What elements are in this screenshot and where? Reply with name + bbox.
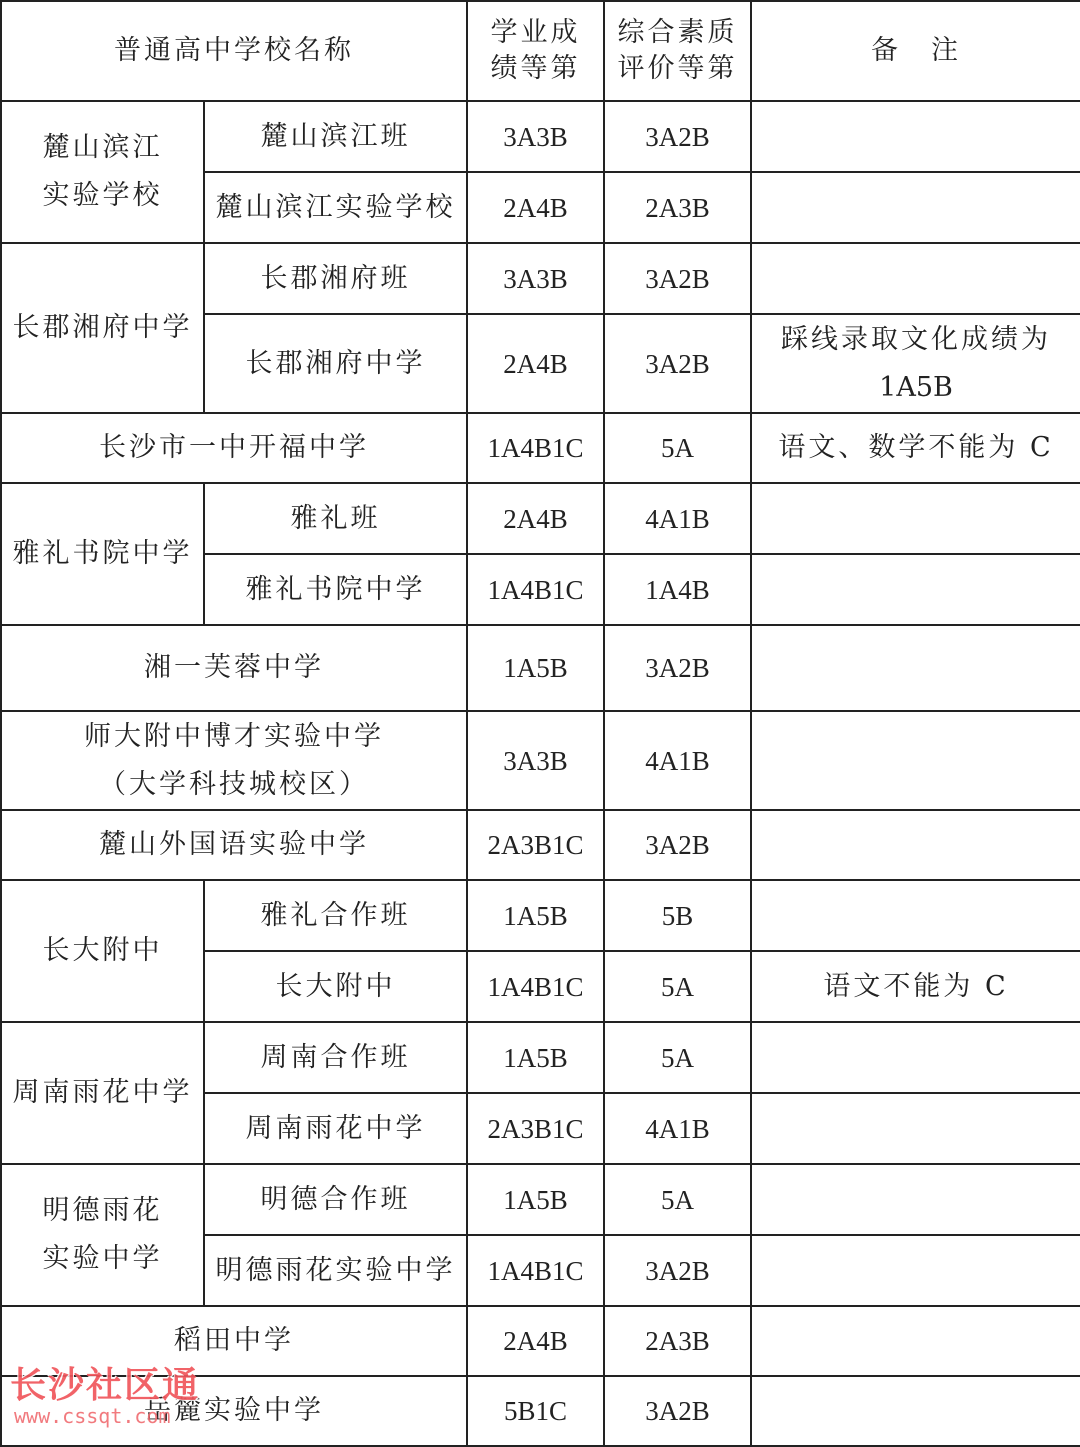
- sub-class-name: 雅礼书院中学: [204, 554, 467, 625]
- school-name: 岳麓实验中学: [1, 1376, 467, 1446]
- remark-cell: [751, 880, 1080, 951]
- sub-class-name: 长大附中: [204, 951, 467, 1022]
- academic-grade: 1A4B1C: [467, 951, 604, 1022]
- table-row: [1, 1164, 1080, 1235]
- header-academic: 学业成 绩等第: [467, 1, 604, 101]
- remark-cell: [751, 483, 1080, 554]
- remark-cell: [751, 1164, 1080, 1235]
- quality-grade: 1A4B: [604, 554, 751, 625]
- header-school: 普通高中学校名称: [1, 1, 467, 101]
- remark-cell: 语文不能为 C: [751, 951, 1080, 1022]
- school-group-name: 麓山滨江 实验学校: [1, 101, 204, 243]
- academic-grade: 1A5B: [467, 1022, 604, 1093]
- quality-grade: 5A: [604, 1022, 751, 1093]
- quality-grade: 3A2B: [604, 810, 751, 880]
- watermark-url: www.cssqt.com: [14, 1404, 171, 1428]
- table-header-row: [1, 1, 1080, 101]
- sub-class-name: 周南雨花中学: [204, 1093, 467, 1164]
- quality-grade: 4A1B: [604, 711, 751, 810]
- academic-grade: 2A3B1C: [467, 1093, 604, 1164]
- remark-cell: [751, 172, 1080, 243]
- academic-grade: 2A4B: [467, 483, 604, 554]
- sub-class-name: 明德雨花实验中学: [204, 1235, 467, 1306]
- remark-cell: 踩线录取文化成绩为 1A5B: [751, 314, 1080, 413]
- academic-grade: 1A5B: [467, 625, 604, 711]
- table-row: [1, 810, 1080, 880]
- quality-grade: 5A: [604, 1164, 751, 1235]
- table-row: [1, 413, 1080, 483]
- remark-cell: [751, 101, 1080, 172]
- school-group-name: 周南雨花中学: [1, 1022, 204, 1164]
- academic-grade: 1A4B1C: [467, 413, 604, 483]
- academic-grade: 2A4B: [467, 1306, 604, 1376]
- school-name: 稻田中学: [1, 1306, 467, 1376]
- sub-class-name: 周南合作班: [204, 1022, 467, 1093]
- academic-grade: 2A4B: [467, 314, 604, 413]
- school-name: 长沙市一中开福中学: [1, 413, 467, 483]
- quality-grade: 2A3B: [604, 172, 751, 243]
- remark-cell: [751, 1235, 1080, 1306]
- quality-grade: 3A2B: [604, 101, 751, 172]
- academic-grade: 1A4B1C: [467, 554, 604, 625]
- table-row: [1, 483, 1080, 554]
- academic-grade: 5B1C: [467, 1376, 604, 1446]
- table-row: [1, 1376, 1080, 1446]
- table-row: [1, 1022, 1080, 1093]
- table-row: [1, 625, 1080, 711]
- quality-grade: 3A2B: [604, 625, 751, 711]
- school-name: 湘一芙蓉中学: [1, 625, 467, 711]
- school-name: 麓山外国语实验中学: [1, 810, 467, 880]
- quality-grade: 5B: [604, 880, 751, 951]
- sub-class-name: 雅礼合作班: [204, 880, 467, 951]
- quality-grade: 5A: [604, 951, 751, 1022]
- academic-grade: 1A4B1C: [467, 1235, 604, 1306]
- remark-cell: [751, 810, 1080, 880]
- remark-cell: [751, 1376, 1080, 1446]
- sub-class-name: 长郡湘府班: [204, 243, 467, 314]
- remark-cell: [751, 711, 1080, 810]
- header-quality: 综合素质 评价等第: [604, 1, 751, 101]
- table-row: [1, 243, 1080, 314]
- quality-grade: 3A2B: [604, 1376, 751, 1446]
- quality-grade: 4A1B: [604, 1093, 751, 1164]
- school-name: 师大附中博才实验中学 （大学科技城校区）: [1, 711, 467, 810]
- remark-cell: [751, 1306, 1080, 1376]
- school-group-name: 雅礼书院中学: [1, 483, 204, 625]
- sub-class-name: 长郡湘府中学: [204, 314, 467, 413]
- quality-grade: 3A2B: [604, 1235, 751, 1306]
- school-group-name: 长大附中: [1, 880, 204, 1022]
- remark-cell: [751, 1093, 1080, 1164]
- table-row: [1, 880, 1080, 951]
- remark-cell: 语文、数学不能为 C: [751, 413, 1080, 483]
- academic-grade: 3A3B: [467, 243, 604, 314]
- academic-grade: 3A3B: [467, 101, 604, 172]
- quality-grade: 2A3B: [604, 1306, 751, 1376]
- quality-grade: 3A2B: [604, 243, 751, 314]
- table-row: [1, 711, 1080, 810]
- academic-grade: 3A3B: [467, 711, 604, 810]
- academic-grade: 1A5B: [467, 880, 604, 951]
- sub-class-name: 明德合作班: [204, 1164, 467, 1235]
- school-group-name: 长郡湘府中学: [1, 243, 204, 413]
- remark-cell: [751, 625, 1080, 711]
- quality-grade: 4A1B: [604, 483, 751, 554]
- quality-grade: 3A2B: [604, 314, 751, 413]
- watermark-title: 长沙社区通: [10, 1365, 201, 1406]
- school-group-name: 明德雨花 实验中学: [1, 1164, 204, 1306]
- sub-class-name: 雅礼班: [204, 483, 467, 554]
- academic-grade: 1A5B: [467, 1164, 604, 1235]
- sub-class-name: 麓山滨江实验学校: [204, 172, 467, 243]
- table-row: [1, 101, 1080, 172]
- academic-grade: 2A4B: [467, 172, 604, 243]
- remark-cell: [751, 554, 1080, 625]
- table-row: [1, 1306, 1080, 1376]
- header-remark: 备 注: [751, 1, 1080, 101]
- quality-grade: 5A: [604, 413, 751, 483]
- sub-class-name: 麓山滨江班: [204, 101, 467, 172]
- academic-grade: 2A3B1C: [467, 810, 604, 880]
- remark-cell: [751, 1022, 1080, 1093]
- remark-cell: [751, 243, 1080, 314]
